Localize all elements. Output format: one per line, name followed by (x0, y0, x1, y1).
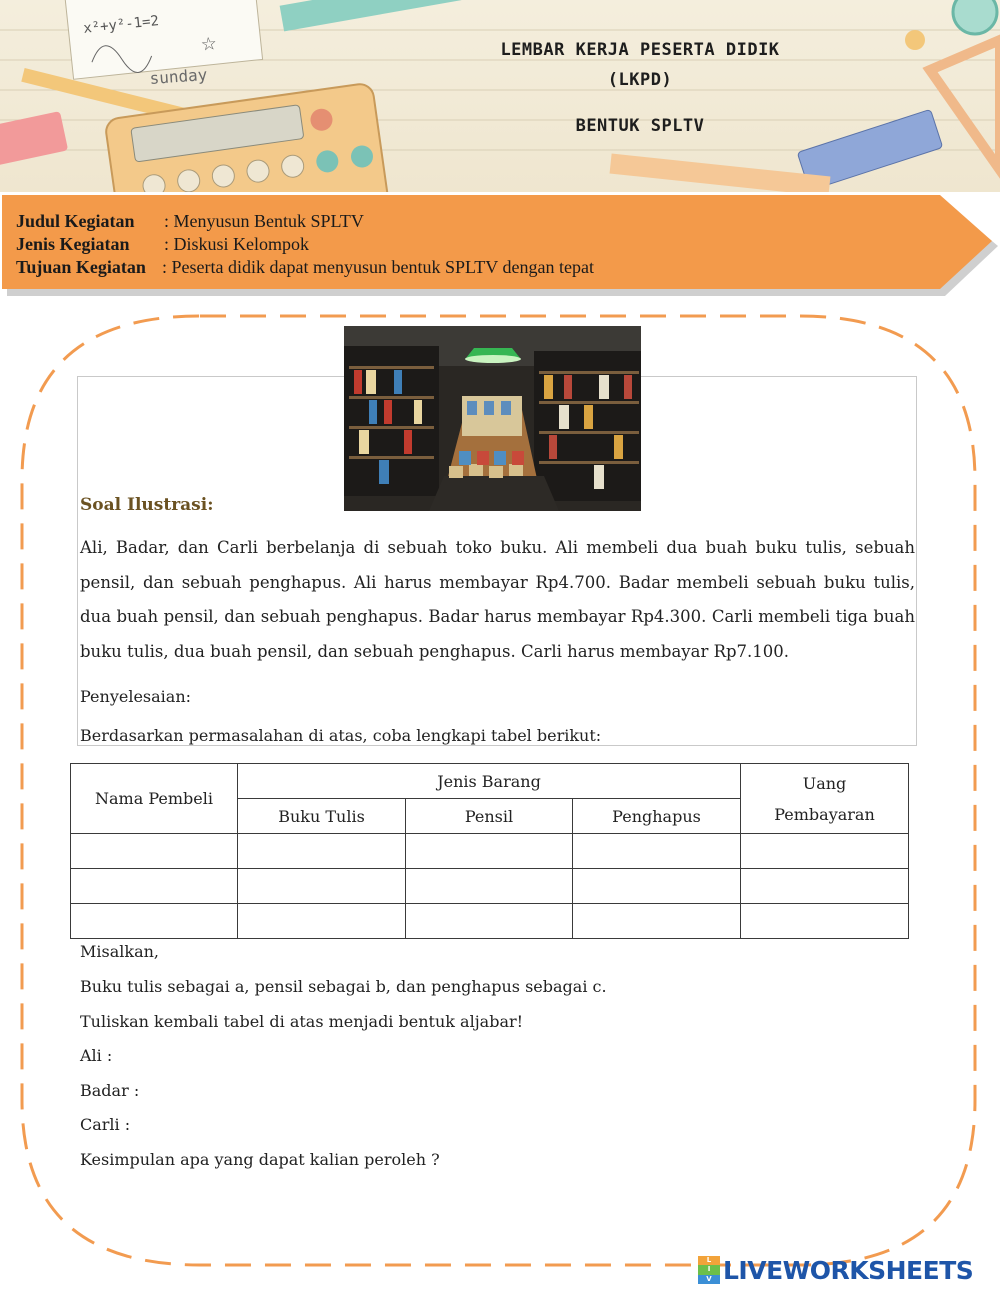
purchase-table (70, 763, 909, 939)
badge-letter: V (698, 1275, 720, 1284)
answer-cell[interactable] (71, 834, 238, 869)
instruction-text: Tuliskan kembali tabel di atas menjadi bentuk aljabar! (80, 1012, 524, 1031)
svg-text:x²+y²-1=2: x²+y²-1=2 (82, 13, 160, 37)
tujuan-label: Tujuan Kegiatan (16, 257, 146, 277)
header-banner (0, 0, 1000, 192)
answer-cell[interactable] (573, 869, 741, 904)
header-jenis-barang: Jenis Barang (238, 764, 741, 799)
answer-cell[interactable] (71, 904, 238, 939)
badge-letter: L (698, 1256, 720, 1265)
header-uang-line1: Uang (802, 773, 847, 793)
subheader-buku-tulis: Buku Tulis (238, 799, 406, 834)
answer-cell[interactable] (238, 834, 406, 869)
answer-cell[interactable] (406, 834, 573, 869)
header-title: LEMBAR KERJA PESERTA DIDIK (500, 40, 780, 60)
header-uang-line2: Pembayaran (774, 804, 875, 824)
answer-cell[interactable] (238, 904, 406, 939)
liveworksheets-badge-icon (698, 1256, 720, 1284)
liveworksheets-wordmark: LIVEWORKSHEETS (723, 1255, 974, 1285)
table-row (71, 869, 909, 904)
header-title-abbr: (LKPD) (607, 70, 673, 90)
problem-paragraph: Ali, Badar, dan Carli berbelanja di sebuah toko buku. Ali membeli dua buah buku tulis, sebuah pensil, dan sebuah penghapus. Ali harus membayar Rp4.700. Badar membeli sebuah buku tulis, dua buah pensil, dan sebuah penghapus. Badar harus membayar Rp4.300. Carli membeli tiga buah buku tulis, dua buah pensil, dan sebuah penghapus. Carli harus membayar Rp7.100. (80, 538, 915, 661)
info-row-jenis (16, 233, 594, 256)
table-row (71, 834, 909, 869)
header-subtitle: BENTUK SPLTV (575, 116, 705, 136)
answer-cell[interactable] (741, 869, 909, 904)
carli-label: Carli : (80, 1115, 131, 1134)
activity-info (16, 210, 594, 279)
judul-label: Judul Kegiatan (16, 211, 135, 231)
svg-text:☆: ☆ (199, 33, 218, 56)
subheader-penghapus: Penghapus (573, 799, 741, 834)
header-uang-pembayaran (741, 764, 909, 834)
tujuan-value: : Peserta didik dapat menyusun bentuk SPLTV dengan tepat (162, 257, 594, 277)
jenis-value: : Diskusi Kelompok (164, 234, 310, 254)
kesimpulan-question: Kesimpulan apa yang dapat kalian peroleh ? (80, 1150, 440, 1169)
answer-cell[interactable] (406, 904, 573, 939)
liveworksheets-logo (698, 1253, 973, 1287)
subheader-pensil: Pensil (406, 799, 573, 834)
stationery-illustration (0, 0, 1000, 192)
answer-cell[interactable] (238, 869, 406, 904)
misalkan-text: Misalkan, (80, 942, 159, 961)
answer-cell[interactable] (573, 904, 741, 939)
answer-cell[interactable] (741, 834, 909, 869)
variables-text: Buku tulis sebagai a, pensil sebagai b, dan penghapus sebagai c. (80, 977, 607, 996)
judul-value: : Menyusun Bentuk SPLTV (164, 211, 364, 231)
answer-cell[interactable] (406, 869, 573, 904)
ali-label: Ali : (80, 1046, 113, 1065)
info-row-judul (16, 210, 594, 233)
table-instruction: Berdasarkan permasalahan di atas, coba lengkapi tabel berikut: (80, 726, 602, 745)
svg-text:sunday: sunday (148, 65, 208, 88)
table-row (71, 904, 909, 939)
badge-letter: I (698, 1265, 720, 1274)
jenis-label: Jenis Kegiatan (16, 234, 130, 254)
info-row-tujuan (16, 256, 594, 279)
answer-cell[interactable] (573, 834, 741, 869)
answer-cell[interactable] (71, 869, 238, 904)
answer-cell[interactable] (741, 904, 909, 939)
bookstore-photo (344, 326, 641, 511)
header-nama-pembeli: Nama Pembeli (71, 764, 238, 834)
penyelesaian-label: Penyelesaian: (80, 687, 192, 706)
badar-label: Badar : (80, 1081, 140, 1100)
soal-ilustrasi-heading: Soal Ilustrasi: (80, 495, 214, 515)
